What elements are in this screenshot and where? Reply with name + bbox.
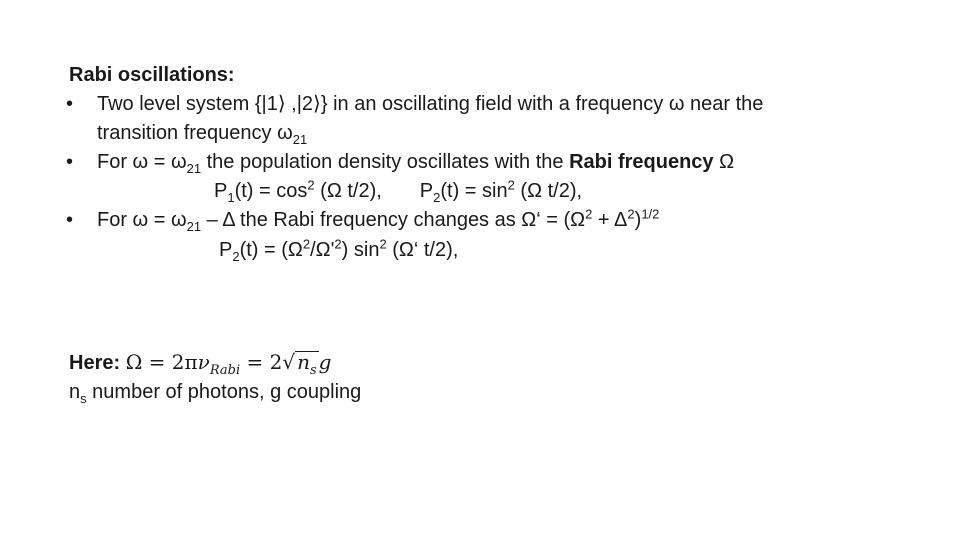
sqrt-term: $n_s$ [297, 350, 317, 378]
bullet-1-line-1: Two level system {|1⟩ ,|2⟩} in an oscillating field with a frequency ω near the [97, 93, 764, 115]
bullet-marker-3: • [66, 209, 74, 231]
bullet-1-line-2: transition frequency $\omega_{21}$ [97, 122, 308, 147]
here-formula: Here: $\Omega = 2\pi\nu_{Rabi} = 2√$ $n_s$ g [69, 350, 332, 378]
detuned-population-equation: $P_2(t) = (\Omega^2/\Omega'^2)$ $\sin^2$ (Ω‘ t/2), [219, 236, 459, 264]
population-equations: $P_1(t) = \cos^2 (\Omega$ t/2), $P_2(t) = \sin^2 (\Omega$ t/2), [214, 177, 583, 205]
definitions-note: $n_s$ number of photons, g coupling [69, 381, 362, 406]
here-label: Here: [69, 352, 121, 374]
bullet-marker-2: • [66, 151, 74, 173]
slide-title: Rabi oscillations: [69, 64, 235, 86]
rabi-frequency-term: Rabi frequency [569, 151, 714, 173]
bullet-marker-1: • [66, 93, 74, 115]
bullet-2-text: For $\omega = \omega_{21}$ the population density oscillates with the Rabi frequency Ω [97, 151, 735, 176]
bullet-3-text: For $\omega = \omega_{21} - \Delta$ the Rabi frequency changes as Ω‘ = $(\Omega^2 + \Delta^2)^{1/2}$ [97, 206, 660, 234]
